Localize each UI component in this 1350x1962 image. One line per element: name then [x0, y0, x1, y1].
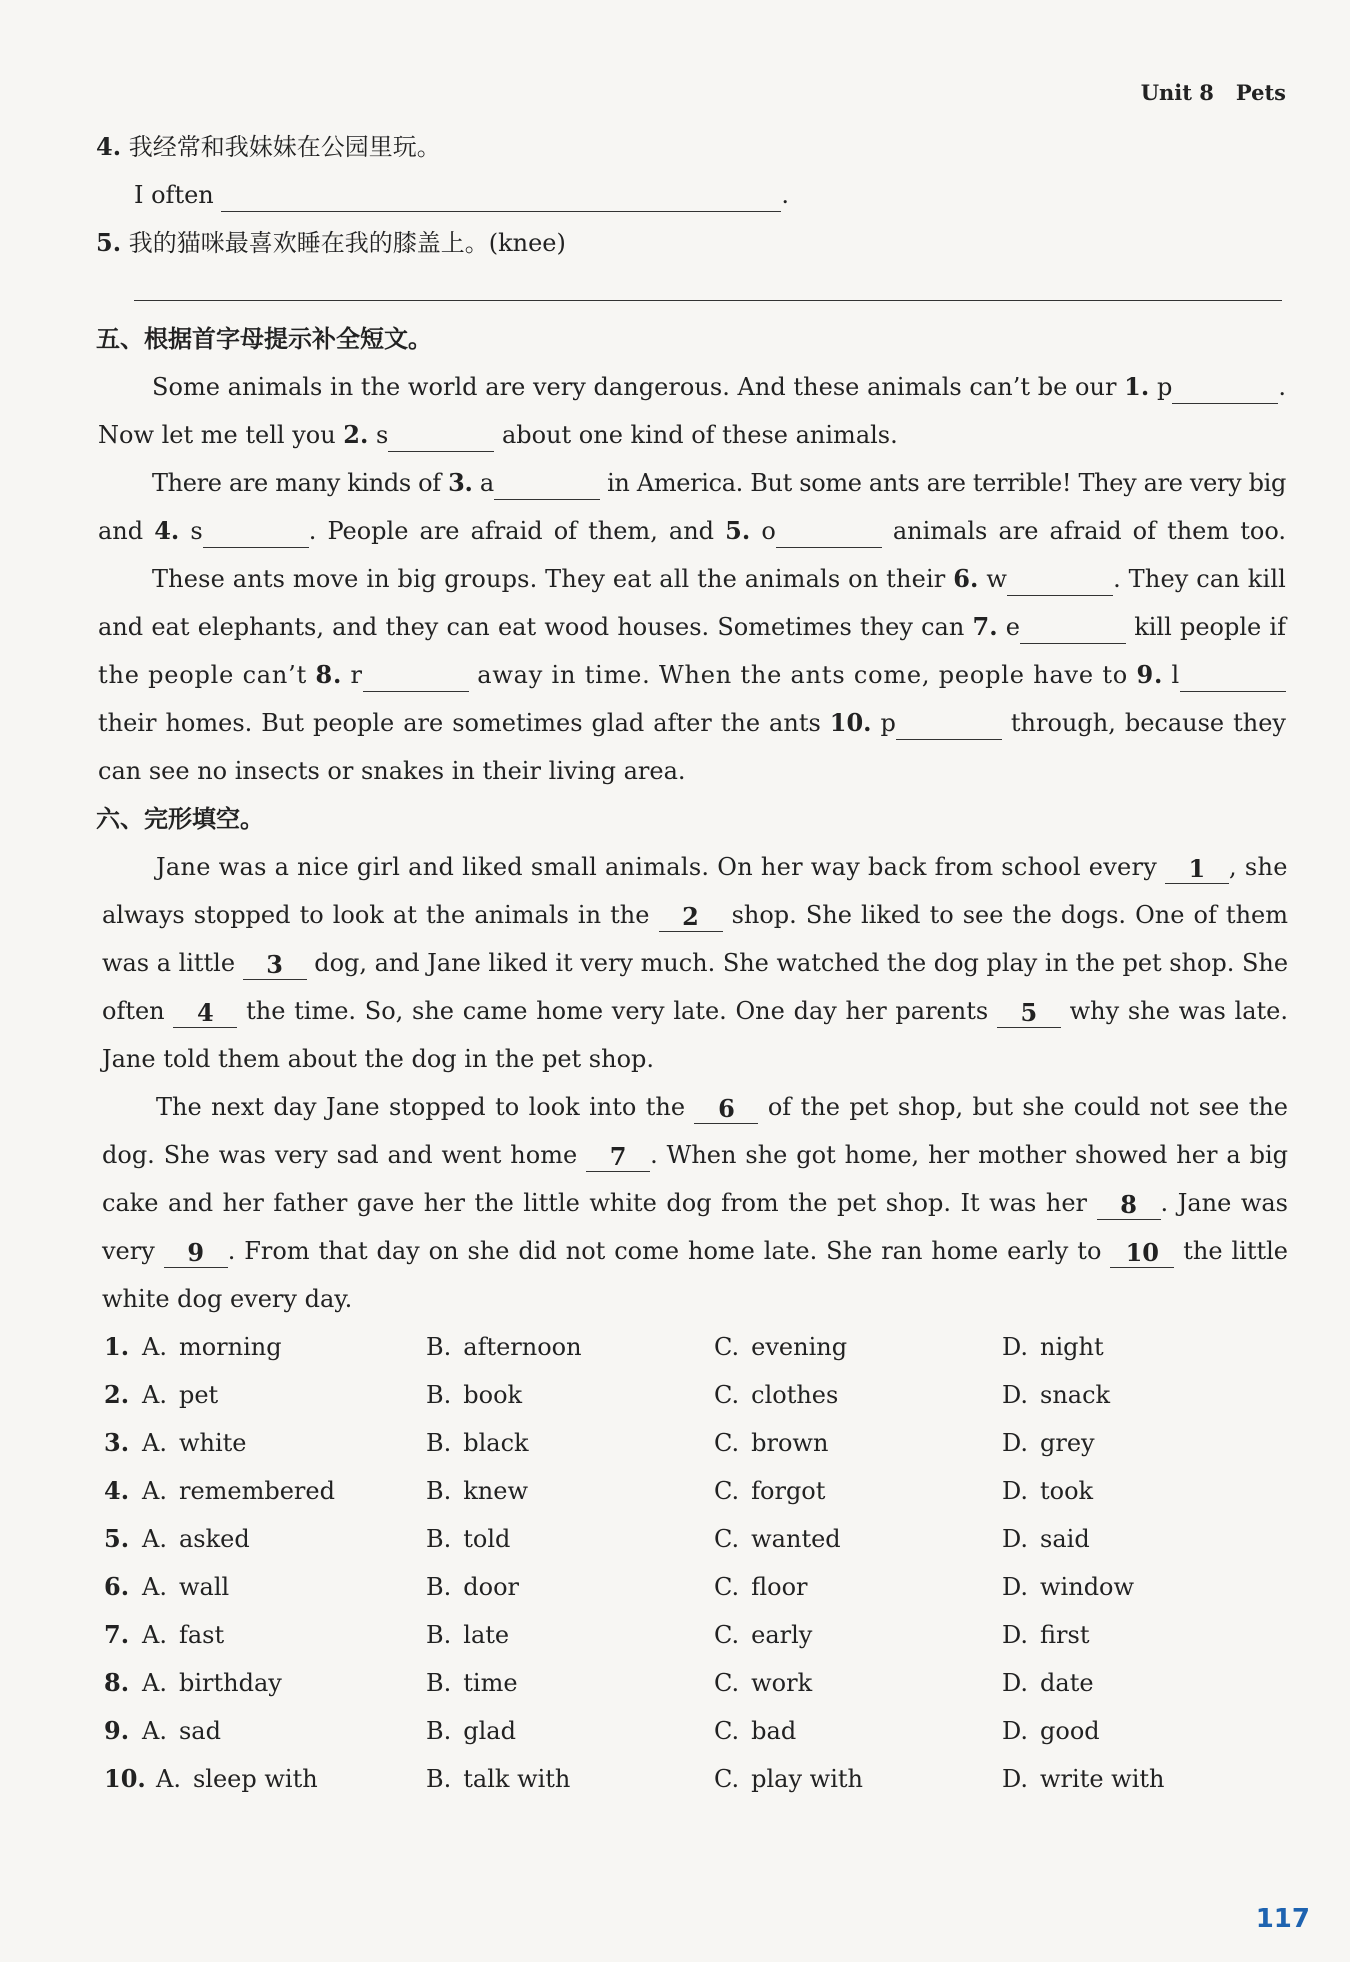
initial-letter: l	[1163, 661, 1181, 689]
initial-letter: p	[1149, 373, 1173, 401]
option-text: bad	[751, 1717, 797, 1745]
passage-line	[102, 1186, 1288, 1220]
text-segment: Jane was a nice girl and liked small animals. On her way back from school every	[156, 853, 1166, 881]
option-letter: D.	[1002, 1669, 1029, 1697]
option-a[interactable]	[142, 1426, 247, 1460]
option-text: said	[1040, 1525, 1090, 1553]
option-c[interactable]	[714, 1618, 812, 1652]
option-a[interactable]	[156, 1762, 318, 1796]
option-letter: A.	[156, 1765, 181, 1793]
passage-line	[98, 754, 686, 788]
blank-number: 1.	[1124, 372, 1150, 401]
text-segment: These ants move in big groups. They eat all the animals on their	[152, 565, 954, 593]
cloze-blank-4[interactable]: 4	[173, 999, 237, 1028]
text-segment: the little	[1174, 1237, 1288, 1265]
text-segment: . They can kill	[1113, 565, 1286, 593]
text-segment: . People are afraid of them, and	[308, 517, 726, 545]
option-letter: C.	[714, 1669, 740, 1697]
cloze-blank-5[interactable]: 5	[997, 999, 1061, 1028]
option-text: glad	[463, 1717, 516, 1745]
option-text: window	[1040, 1573, 1135, 1601]
passage-text	[102, 994, 1288, 1028]
option-b[interactable]	[426, 1330, 582, 1364]
option-letter: D.	[1002, 1381, 1029, 1409]
option-letter: A.	[142, 1573, 167, 1601]
initial-letter: r	[342, 661, 363, 689]
option-text: birthday	[178, 1669, 282, 1697]
text-segment: about one kind of these animals.	[494, 421, 898, 449]
passage-line	[98, 658, 1286, 692]
option-letter: B.	[426, 1669, 452, 1697]
text-segment: Some animals in the world are very dangerous. And these animals can’t be our	[152, 373, 1125, 401]
question-number: 5.	[96, 228, 122, 257]
passage-text	[156, 1090, 1288, 1124]
initial-letter: a	[472, 469, 494, 497]
question-number: 4.	[96, 132, 122, 161]
option-text: night	[1040, 1333, 1104, 1361]
cloze-blank-10[interactable]: 10	[1110, 1239, 1174, 1268]
passage-text	[156, 850, 1288, 884]
passage-text	[102, 946, 1288, 980]
text-segment: The next day Jane stopped to look into the	[156, 1093, 695, 1121]
option-text: sad	[178, 1717, 221, 1745]
text-segment: shop. She liked to see the dogs. One of them	[722, 901, 1288, 929]
option-text: floor	[751, 1573, 808, 1601]
text-segment: Now let me tell you	[98, 421, 344, 449]
text-segment: dog, and Jane liked it very much. She watched the dog play in the pet shop. She	[306, 949, 1289, 977]
option-letter: C.	[714, 1429, 740, 1457]
option-b[interactable]	[426, 1426, 529, 1460]
text-segment: of the pet shop, but she could not see the	[758, 1093, 1288, 1121]
option-letter: C.	[714, 1477, 740, 1505]
option-letter: A.	[142, 1669, 167, 1697]
option-text: door	[463, 1573, 519, 1601]
option-text: write with	[1040, 1765, 1165, 1793]
option-number: 9.	[104, 1716, 130, 1745]
option-letter: C.	[714, 1525, 740, 1553]
option-a[interactable]	[142, 1330, 282, 1364]
question-chinese: 我的猫咪最喜欢睡在我的膝盖上。(knee)	[128, 229, 566, 257]
passage-line	[152, 562, 1286, 596]
option-letter: A.	[142, 1717, 167, 1745]
blank-number: 5.	[725, 516, 751, 545]
option-text: evening	[751, 1333, 848, 1361]
option-letter: C.	[714, 1573, 740, 1601]
option-letter: D.	[1002, 1525, 1029, 1553]
option-letter: A.	[142, 1429, 167, 1457]
initial-letter: w	[978, 565, 1008, 593]
option-letter: C.	[714, 1333, 740, 1361]
option-c[interactable]	[714, 1666, 812, 1700]
text-segment: . When she got home, her mother showed her a big	[650, 1141, 1288, 1169]
text-segment: their homes. But people are sometimes glad after the ants	[98, 709, 830, 737]
fill-blank[interactable]	[1007, 567, 1113, 596]
question-4-answer	[134, 178, 789, 212]
option-letter: B.	[426, 1429, 452, 1457]
option-letter: D.	[1002, 1477, 1029, 1505]
cloze-blank-3[interactable]: 3	[243, 951, 307, 980]
passage-line	[98, 706, 1286, 740]
passage-text	[102, 1285, 352, 1313]
fill-blank[interactable]	[494, 471, 600, 500]
topic-label: Pets	[1235, 80, 1286, 105]
option-letter: B.	[426, 1765, 452, 1793]
option-letter: B.	[426, 1525, 452, 1553]
option-number: 4.	[104, 1476, 130, 1505]
page-header	[1119, 80, 1286, 105]
option-d[interactable]	[1002, 1618, 1089, 1652]
option-letter: C.	[714, 1621, 740, 1649]
option-b[interactable]	[426, 1570, 519, 1604]
text-segment: There are many kinds of	[152, 469, 449, 497]
fill-blank[interactable]	[1180, 663, 1286, 692]
passage-line	[98, 418, 898, 452]
answer-end: .	[781, 181, 790, 209]
text-segment: cake and her father gave her the little white dog from the pet shop. It was her	[102, 1189, 1097, 1217]
option-text: fast	[178, 1621, 225, 1649]
text-segment: , she	[1229, 853, 1288, 881]
option-text: first	[1040, 1621, 1090, 1649]
option-number: 1.	[104, 1332, 130, 1361]
cloze-blank-6[interactable]: 6	[694, 1095, 758, 1124]
option-d[interactable]	[1002, 1522, 1090, 1556]
passage-line	[156, 850, 1288, 884]
option-letter: A.	[142, 1525, 167, 1553]
option-letter: D.	[1002, 1429, 1029, 1457]
text-segment: always stopped to look at the animals in the	[102, 901, 659, 929]
text-segment: and	[98, 517, 155, 545]
text-segment: often	[102, 997, 174, 1025]
text-segment: very	[102, 1237, 164, 1265]
text-segment: why she was late.	[1060, 997, 1288, 1025]
option-c[interactable]	[714, 1330, 847, 1364]
option-letter: C.	[714, 1765, 740, 1793]
passage-line	[102, 1138, 1288, 1172]
initial-letter: p	[871, 709, 896, 737]
blank-number: 3.	[448, 468, 473, 497]
passage-text	[102, 1138, 1288, 1172]
option-text: sleep with	[192, 1765, 318, 1793]
passage-line	[102, 1282, 352, 1316]
option-c[interactable]	[714, 1762, 863, 1796]
option-letter: B.	[426, 1573, 452, 1601]
text-segment: animals are afraid of them too.	[881, 517, 1286, 545]
option-d[interactable]	[1002, 1762, 1165, 1796]
option-c[interactable]	[714, 1570, 808, 1604]
option-b[interactable]	[426, 1666, 518, 1700]
text-segment: away in time. When the ants come, people have to	[468, 661, 1137, 689]
option-letter: D.	[1002, 1333, 1029, 1361]
passage-line	[156, 1090, 1288, 1124]
option-text: snack	[1040, 1381, 1111, 1409]
option-letter: D.	[1002, 1765, 1029, 1793]
passage-text	[98, 610, 1286, 644]
option-letter: D.	[1002, 1621, 1029, 1649]
text-segment: kill people if	[1125, 613, 1286, 641]
option-letter: B.	[426, 1717, 452, 1745]
passage-text	[98, 658, 1286, 692]
passage-line	[98, 514, 1286, 548]
text-segment: through, because they	[1001, 709, 1286, 737]
option-a[interactable]	[142, 1618, 224, 1652]
initial-letter: o	[750, 517, 776, 545]
passage-line	[152, 466, 1286, 500]
blank-number: 9.	[1136, 660, 1164, 689]
option-a[interactable]	[142, 1714, 221, 1748]
unit-label: Unit 8	[1140, 80, 1214, 105]
option-text: time	[463, 1669, 518, 1697]
option-text: black	[463, 1429, 529, 1457]
text-segment: can see no insects or snakes in their living area.	[98, 757, 686, 785]
option-c[interactable]	[714, 1522, 841, 1556]
option-text: play with	[751, 1765, 863, 1793]
question-4	[96, 130, 441, 164]
fill-blank[interactable]	[363, 663, 469, 692]
cloze-blank-7[interactable]: 7	[586, 1143, 650, 1172]
text-segment: white dog every day.	[102, 1285, 353, 1313]
initial-letter: e	[997, 613, 1020, 641]
passage-text	[98, 706, 1286, 740]
text-segment: .	[1278, 373, 1287, 401]
option-letter: B.	[426, 1621, 452, 1649]
option-a[interactable]	[142, 1378, 218, 1412]
option-c[interactable]	[714, 1378, 838, 1412]
text-segment: . From that day on she did not come home late. She ran home early to	[227, 1237, 1111, 1265]
option-text: date	[1040, 1669, 1094, 1697]
option-b[interactable]	[426, 1762, 570, 1796]
option-text: wall	[178, 1573, 230, 1601]
text-segment: the people can’t	[98, 661, 316, 689]
section-5-title: 五、根据首字母提示补全短文。	[96, 324, 432, 353]
passage-line	[152, 370, 1286, 404]
option-a[interactable]	[142, 1474, 335, 1508]
page-number: 117	[1255, 1904, 1310, 1934]
blank-number: 8.	[315, 660, 343, 689]
option-letter: A.	[142, 1477, 167, 1505]
passage-text	[102, 1234, 1288, 1268]
option-text: wanted	[751, 1525, 841, 1553]
passage-text	[152, 466, 1286, 500]
option-text: late	[463, 1621, 510, 1649]
answer-prompt: I often	[134, 181, 214, 209]
option-number: 7.	[104, 1620, 130, 1649]
option-number: 10.	[104, 1764, 146, 1793]
cloze-blank-2[interactable]: 2	[659, 903, 723, 932]
option-number: 8.	[104, 1668, 130, 1697]
option-letter: C.	[714, 1717, 740, 1745]
option-text: grey	[1040, 1429, 1095, 1457]
question-5	[96, 226, 566, 260]
option-text: book	[463, 1381, 523, 1409]
option-d[interactable]	[1002, 1714, 1100, 1748]
option-text: pet	[178, 1381, 219, 1409]
option-d[interactable]	[1002, 1426, 1095, 1460]
option-c[interactable]	[714, 1714, 796, 1748]
text-segment: . Jane was	[1160, 1189, 1288, 1217]
blank-number: 2.	[343, 420, 369, 449]
option-text: good	[1040, 1717, 1100, 1745]
text-segment: Jane told them about the dog in the pet shop.	[102, 1045, 655, 1073]
text-segment: dog. She was very sad and went home	[102, 1141, 587, 1169]
passage-text	[102, 1186, 1288, 1220]
passage-line	[102, 1042, 654, 1076]
option-number: 2.	[104, 1380, 130, 1409]
option-d[interactable]	[1002, 1474, 1093, 1508]
option-text: knew	[463, 1477, 529, 1505]
passage-text	[98, 514, 1286, 548]
option-a[interactable]	[142, 1666, 282, 1700]
option-text: asked	[178, 1525, 250, 1553]
option-text: forgot	[751, 1477, 826, 1505]
option-number: 3.	[104, 1428, 130, 1457]
option-letter: B.	[426, 1381, 452, 1409]
passage-text	[102, 1045, 654, 1073]
option-text: white	[178, 1429, 247, 1457]
blank-number: 6.	[953, 564, 979, 593]
option-text: afternoon	[463, 1333, 582, 1361]
passage-text	[102, 898, 1288, 932]
option-b[interactable]	[426, 1618, 509, 1652]
initial-letter: s	[368, 421, 389, 449]
option-letter: D.	[1002, 1717, 1029, 1745]
answer-blank[interactable]	[221, 183, 781, 212]
option-text: work	[751, 1669, 813, 1697]
fill-blank[interactable]	[896, 711, 1002, 740]
fill-blank[interactable]	[203, 519, 309, 548]
option-letter: D.	[1002, 1573, 1029, 1601]
fill-blank[interactable]	[1020, 615, 1126, 644]
option-b[interactable]	[426, 1714, 516, 1748]
option-text: brown	[751, 1429, 829, 1457]
option-text: remembered	[178, 1477, 335, 1505]
option-d[interactable]	[1002, 1378, 1110, 1412]
answer-line[interactable]	[134, 300, 1282, 301]
blank-number: 10.	[829, 708, 872, 737]
option-b[interactable]	[426, 1522, 510, 1556]
option-letter: B.	[426, 1333, 452, 1361]
text-segment: the time. So, she came home very late. One day her parents	[237, 997, 997, 1025]
option-number: 5.	[104, 1524, 130, 1553]
passage-line	[102, 946, 1288, 980]
option-letter: B.	[426, 1477, 452, 1505]
passage-text	[152, 562, 1286, 596]
option-text: took	[1040, 1477, 1094, 1505]
passage-line	[102, 898, 1288, 932]
fill-blank[interactable]	[776, 519, 882, 548]
section-6-title: 六、完形填空。	[96, 804, 264, 833]
passage-text	[98, 421, 898, 449]
initial-letter: s	[179, 517, 203, 545]
option-letter: A.	[142, 1621, 167, 1649]
question-chinese: 我经常和我妹妹在公园里玩。	[128, 133, 441, 161]
fill-blank[interactable]	[388, 423, 494, 452]
cloze-blank-8[interactable]: 8	[1097, 1191, 1161, 1220]
option-letter: C.	[714, 1381, 740, 1409]
option-letter: A.	[142, 1381, 167, 1409]
option-d[interactable]	[1002, 1666, 1094, 1700]
passage-line	[98, 610, 1286, 644]
passage-text	[98, 757, 686, 785]
fill-blank[interactable]	[1172, 375, 1278, 404]
text-segment: was a little	[102, 949, 243, 977]
option-a[interactable]	[142, 1570, 229, 1604]
option-b[interactable]	[426, 1378, 522, 1412]
option-b[interactable]	[426, 1474, 528, 1508]
option-d[interactable]	[1002, 1570, 1134, 1604]
blank-number: 7.	[972, 612, 998, 641]
option-letter: A.	[142, 1333, 167, 1361]
passage-line	[102, 994, 1288, 1028]
cloze-blank-1[interactable]: 1	[1165, 855, 1229, 884]
option-d[interactable]	[1002, 1330, 1104, 1364]
blank-number: 4.	[154, 516, 180, 545]
text-segment: and eat elephants, and they can eat wood houses. Sometimes they can	[98, 613, 973, 641]
passage-text	[152, 370, 1286, 404]
option-a[interactable]	[142, 1522, 250, 1556]
option-text: talk with	[463, 1765, 571, 1793]
option-text: early	[751, 1621, 813, 1649]
option-c[interactable]	[714, 1426, 828, 1460]
passage-line	[102, 1234, 1288, 1268]
text-segment: in America. But some ants are terrible! They are very big	[599, 469, 1287, 497]
option-text: told	[463, 1525, 511, 1553]
cloze-blank-9[interactable]: 9	[164, 1239, 228, 1268]
option-number: 6.	[104, 1572, 130, 1601]
option-text: clothes	[751, 1381, 839, 1409]
option-text: morning	[178, 1333, 282, 1361]
option-c[interactable]	[714, 1474, 825, 1508]
